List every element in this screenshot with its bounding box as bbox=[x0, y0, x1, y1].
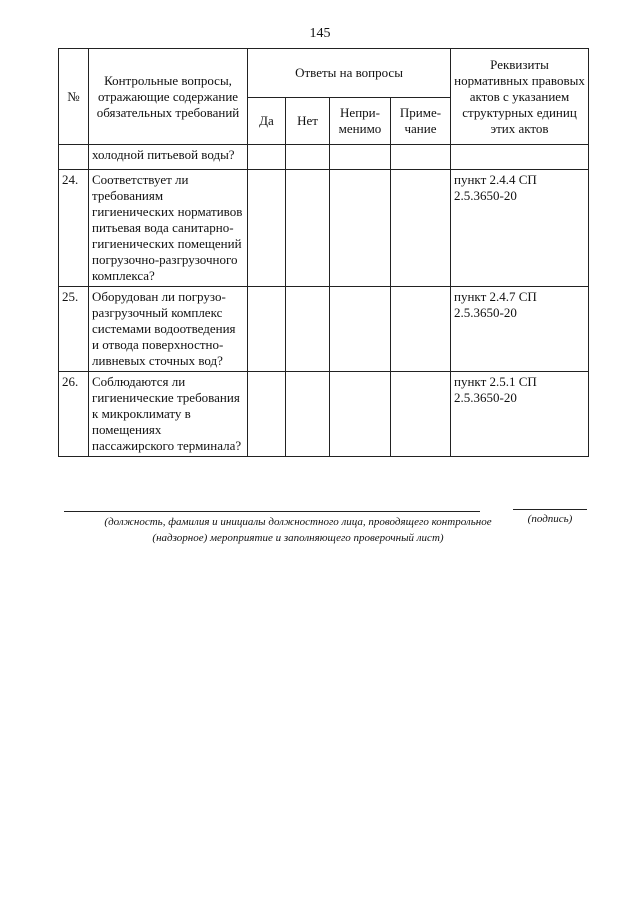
cell-note bbox=[391, 287, 451, 372]
cell-question: холодной питьевой воды? bbox=[89, 145, 248, 170]
cell-no bbox=[286, 170, 330, 287]
cell-not-applicable bbox=[330, 170, 391, 287]
table-row bbox=[59, 170, 589, 287]
cell-number: 26. bbox=[59, 372, 89, 457]
header-answer-no: Нет bbox=[286, 98, 330, 145]
header-answer-yes: Да bbox=[248, 98, 286, 145]
signature-line bbox=[513, 509, 587, 510]
cell-not-applicable bbox=[330, 372, 391, 457]
cell-not-applicable bbox=[330, 287, 391, 372]
header-row bbox=[59, 49, 589, 98]
cell-yes bbox=[248, 372, 286, 457]
cell-question: Оборудован ли погрузо-разгрузочный комплекс системами водоотведения и отвода поверхностно-ливневых сточных вод? bbox=[89, 287, 248, 372]
cell-note bbox=[391, 145, 451, 170]
cell-reference: пункт 2.4.7 СП 2.5.3650-20 bbox=[451, 287, 589, 372]
cell-not-applicable bbox=[330, 145, 391, 170]
cell-number bbox=[59, 145, 89, 170]
cell-yes bbox=[248, 287, 286, 372]
cell-question: Соответствует ли требованиям гигиенических нормативов питьевая вода санитарно-гигиенических помещений погрузочно-разгрузочного комплекса? bbox=[89, 170, 248, 287]
checklist-table bbox=[58, 48, 589, 457]
header-answer-not-applicable: Непри-менимо bbox=[330, 98, 391, 145]
cell-number: 24. bbox=[59, 170, 89, 287]
cell-no bbox=[286, 145, 330, 170]
table-row bbox=[59, 287, 589, 372]
cell-no bbox=[286, 287, 330, 372]
header-questions: Контрольные вопросы, отражающие содержание обязательных требований bbox=[89, 49, 248, 145]
page-number: 145 bbox=[309, 26, 331, 41]
cell-reference: пункт 2.5.1 СП 2.5.3650-20 bbox=[451, 372, 589, 457]
header-requisites: Реквизиты нормативных правовых актов с указанием структурных единиц этих актов bbox=[451, 49, 589, 145]
header-answers: Ответы на вопросы bbox=[248, 49, 451, 98]
signature-caption: (подпись) bbox=[527, 513, 573, 525]
cell-yes bbox=[248, 145, 286, 170]
cell-question: Соблюдаются ли гигиенические требования к микроклимату в помещениях пассажирского терминала? bbox=[89, 372, 248, 457]
table-row-continuation bbox=[59, 145, 589, 170]
table-row bbox=[59, 372, 589, 457]
header-number: № bbox=[59, 49, 89, 145]
official-signature-line bbox=[64, 511, 480, 512]
cell-yes bbox=[248, 170, 286, 287]
cell-note bbox=[391, 170, 451, 287]
header-answer-note: Приме-чание bbox=[391, 98, 451, 145]
cell-reference bbox=[451, 145, 589, 170]
cell-note bbox=[391, 372, 451, 457]
cell-reference: пункт 2.4.4 СП 2.5.3650-20 bbox=[451, 170, 589, 287]
cell-no bbox=[286, 372, 330, 457]
official-caption: (должность, фамилия и инициалы должностного лица, проводящего контрольное (надзорное) мероприятие и заполняющего проверочный лист) bbox=[104, 516, 492, 544]
cell-number: 25. bbox=[59, 287, 89, 372]
